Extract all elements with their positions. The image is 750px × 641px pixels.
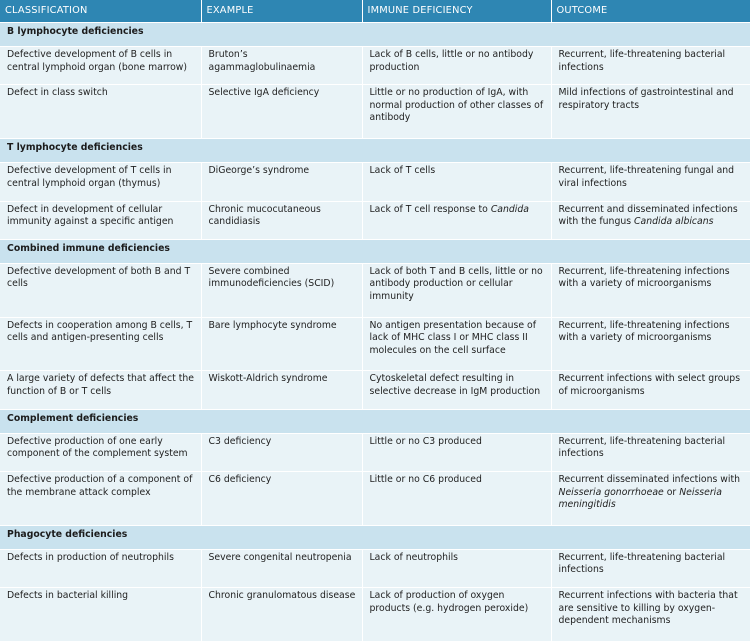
outcome-cell: Recurrent, life-threatening bacterial infections [551, 433, 750, 471]
example-cell: Severe combined immunodeficiencies (SCID) [201, 263, 362, 317]
outcome-cell: Recurrent, life-threatening infections with a variety of microorganisms [551, 263, 750, 317]
header-row [0, 0, 750, 23]
classification-cell: Defects in bacterial killing [0, 588, 201, 641]
section-header-row [0, 239, 750, 263]
outcome-cell: Recurrent, life-threatening infections with a variety of microorganisms [551, 317, 750, 371]
classification-cell: Defects in production of neutrophils [0, 549, 201, 587]
table-row [0, 47, 750, 85]
classification-cell: Defective production of one early component of the complement system [0, 433, 201, 471]
table-row [0, 163, 750, 201]
organism-name: Candida albicans [634, 216, 714, 228]
deficiency-cell: Lack of neutrophils [362, 549, 551, 587]
header-example: EXAMPLE [201, 0, 362, 23]
example-cell: C3 deficiency [201, 433, 362, 471]
outcome-cell: Recurrent infections with bacteria that are sensitive to killing by oxygen-dependent mechanisms [551, 588, 750, 641]
outcome-cell: Recurrent, life-threatening fungal and viral infections [551, 163, 750, 201]
outcome-cell [551, 472, 750, 526]
header-outcome: OUTCOME [551, 0, 750, 23]
table-row [0, 201, 750, 239]
outcome-text: or [663, 486, 680, 498]
outcome-cell [551, 201, 750, 239]
classification-cell: Defective development of T cells in central lymphoid organ (thymus) [0, 163, 201, 201]
example-cell: Chronic mucocutaneous candidiasis [201, 201, 362, 239]
example-cell: Wiskott-Aldrich syndrome [201, 371, 362, 409]
deficiency-cell: Little or no C6 produced [362, 472, 551, 526]
section-header-row [0, 409, 750, 433]
organism-name: Candida [490, 203, 529, 215]
table-row [0, 371, 750, 409]
outcome-cell: Mild infections of gastrointestinal and respiratory tracts [551, 85, 750, 139]
section-header-row [0, 139, 750, 163]
deficiency-cell: Little or no C3 produced [362, 433, 551, 471]
outcome-cell: Recurrent infections with select groups of microorganisms [551, 371, 750, 409]
organism-name: Neisseria meningitidis [558, 486, 722, 511]
section-header-row [0, 525, 750, 549]
example-cell: C6 deficiency [201, 472, 362, 526]
example-cell: Chronic granulomatous disease [201, 588, 362, 641]
example-cell: Bare lymphocyte syndrome [201, 317, 362, 371]
classification-cell: Defective development of both B and T cells [0, 263, 201, 317]
classification-cell: A large variety of defects that affect the function of B or T cells [0, 371, 201, 409]
deficiency-cell: Cytoskeletal defect resulting in selective decrease in IgM production [362, 371, 551, 409]
deficiency-cell: Lack of production of oxygen products (e.g. hydrogen peroxide) [362, 588, 551, 641]
deficiency-cell: Lack of T cells [362, 163, 551, 201]
table-row [0, 433, 750, 471]
table-row [0, 472, 750, 526]
classification-cell: Defect in class switch [0, 85, 201, 139]
section-title: Phagocyte deficiencies [0, 525, 750, 549]
deficiency-cell: Lack of B cells, little or no antibody production [362, 47, 551, 85]
table-row [0, 588, 750, 641]
outcome-text: Recurrent disseminated infections with [558, 474, 741, 486]
example-cell: DiGeorge’s syndrome [201, 163, 362, 201]
section-title: Combined immune deficiencies [0, 239, 750, 263]
classification-cell: Defect in development of cellular immunity against a specific antigen [0, 201, 201, 239]
section-title: T lymphocyte deficiencies [0, 139, 750, 163]
table-row [0, 317, 750, 371]
table-row [0, 549, 750, 587]
deficiency-cell [362, 201, 551, 239]
section-header-row [0, 23, 750, 47]
classification-cell: Defects in cooperation among B cells, T cells and antigen-presenting cells [0, 317, 201, 371]
example-cell: Bruton’s agammaglobulinaemia [201, 47, 362, 85]
example-cell: Selective IgA deficiency [201, 85, 362, 139]
classification-cell: Defective development of B cells in central lymphoid organ (bone marrow) [0, 47, 201, 85]
deficiency-cell: Lack of both T and B cells, little or no antibody production or cellular immunity [362, 263, 551, 317]
header-immune-deficiency: IMMUNE DEFICIENCY [362, 0, 551, 23]
deficiency-cell: Little or no production of IgA, with normal production of other classes of antibody [362, 85, 551, 139]
section-title: B lymphocyte deficiencies [0, 23, 750, 47]
organism-name: Neisseria gonorrhoeae [558, 486, 664, 498]
deficiency-cell: No antigen presentation because of lack of MHC class I or MHC class II molecules on the cell surface [362, 317, 551, 371]
header-classification: CLASSIFICATION [0, 0, 201, 23]
table-row [0, 263, 750, 317]
outcome-cell: Recurrent, life-threatening bacterial infections [551, 549, 750, 587]
table-row [0, 85, 750, 139]
classification-cell: Defective production of a component of the membrane attack complex [0, 472, 201, 526]
outcome-text: Recurrent and disseminated infections with the fungus [558, 203, 738, 228]
deficiency-text: Lack of T cell response to [369, 203, 491, 215]
section-title: Complement deficiencies [0, 409, 750, 433]
example-cell: Severe congenital neutropenia [201, 549, 362, 587]
outcome-cell: Recurrent, life-threatening bacterial infections [551, 47, 750, 85]
